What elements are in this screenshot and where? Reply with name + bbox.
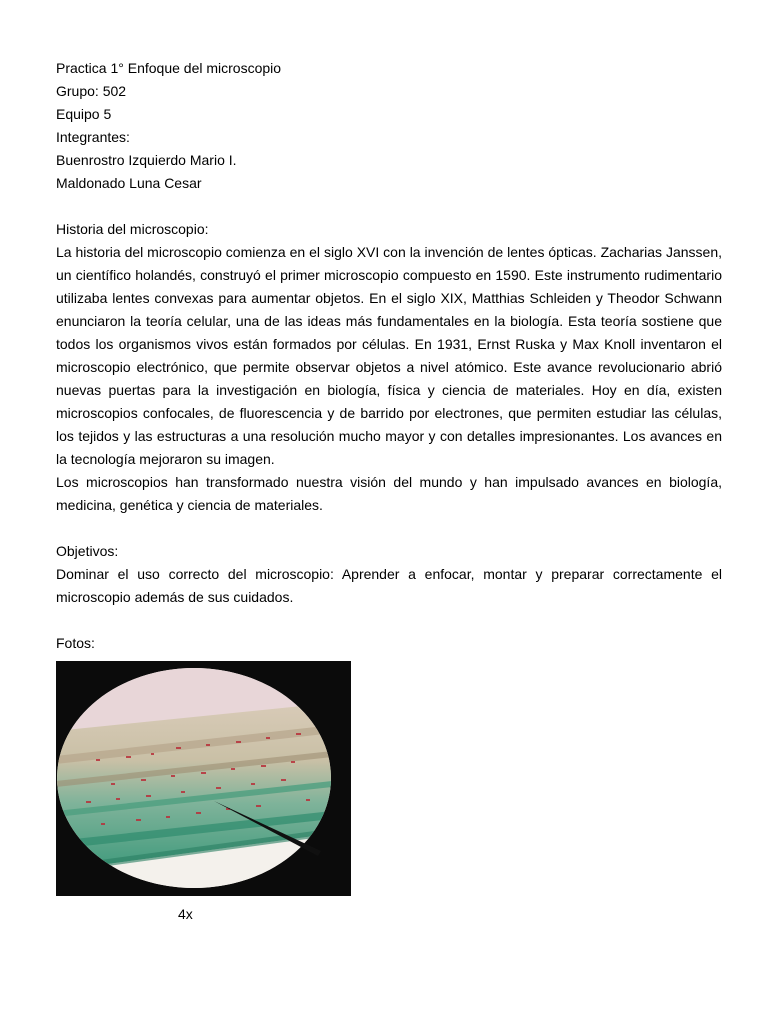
member-name: Maldonado Luna Cesar [56,175,202,191]
history-paragraph: La historia del microscopio comienza en el siglo XVI con la invención de lentes ópticas. Zacharias Janssen, un científico holandés, construyó el primer microscopio compuesto en 1590. Este instrumento rudimentario utilizaba lentes convexas para aumentar objetos. En el siglo XIX, Matthias Schleiden y Theodor Schwann enunciaron la teoría celular, una de las ideas más fundamentales en la biología. Esta teoría sostiene que todos los organismos vivos están formados por células. En 1931, Ernst Ruska y Max Knoll inventaron el microscopio electrónico, que permite observar objetos a nivel atómico. Este avance revolucionario abrió nuevas puertas para la investigación en biología, física y ciencia de materiales. Hoy en día, existen microscopios confocales, de fluorescencia y de barrido por electrones, que permiten estudiar las células, los tejidos y las estructuras a una resolución mucho mayor y con detalles impresionantes. Los avances en la tecnología mejoraron su imagen. [56,244,722,467]
photo-caption: 4x [178,906,193,922]
spacer [56,517,722,540]
document-title: Practica 1° Enfoque del microscopio [56,60,282,76]
group-label: Grupo: 502 [56,83,127,99]
spacer [56,195,722,218]
history-heading: Historia del microscopio: [56,221,209,237]
objectives-text: Dominar el uso correcto del microscopio: Aprender a enfocar, montar y preparar correctamente el microscopio además de sus cuidados. [56,566,722,605]
history-paragraph: Los microscopios han transformado nuestra visión del mundo y han impulsado avances en biología, medicina, genética y ciencia de materiales. [56,474,722,513]
spacer [56,609,722,632]
member-name: Buenrostro Izquierdo Mario I. [56,152,237,168]
microscope-field-image [56,661,351,896]
members-label: Integrantes: [56,129,130,145]
photos-heading: Fotos: [56,635,95,651]
team-label: Equipo 5 [56,106,112,122]
microscope-photo [56,661,351,896]
objectives-heading: Objetivos: [56,543,119,559]
document-body [56,57,722,896]
